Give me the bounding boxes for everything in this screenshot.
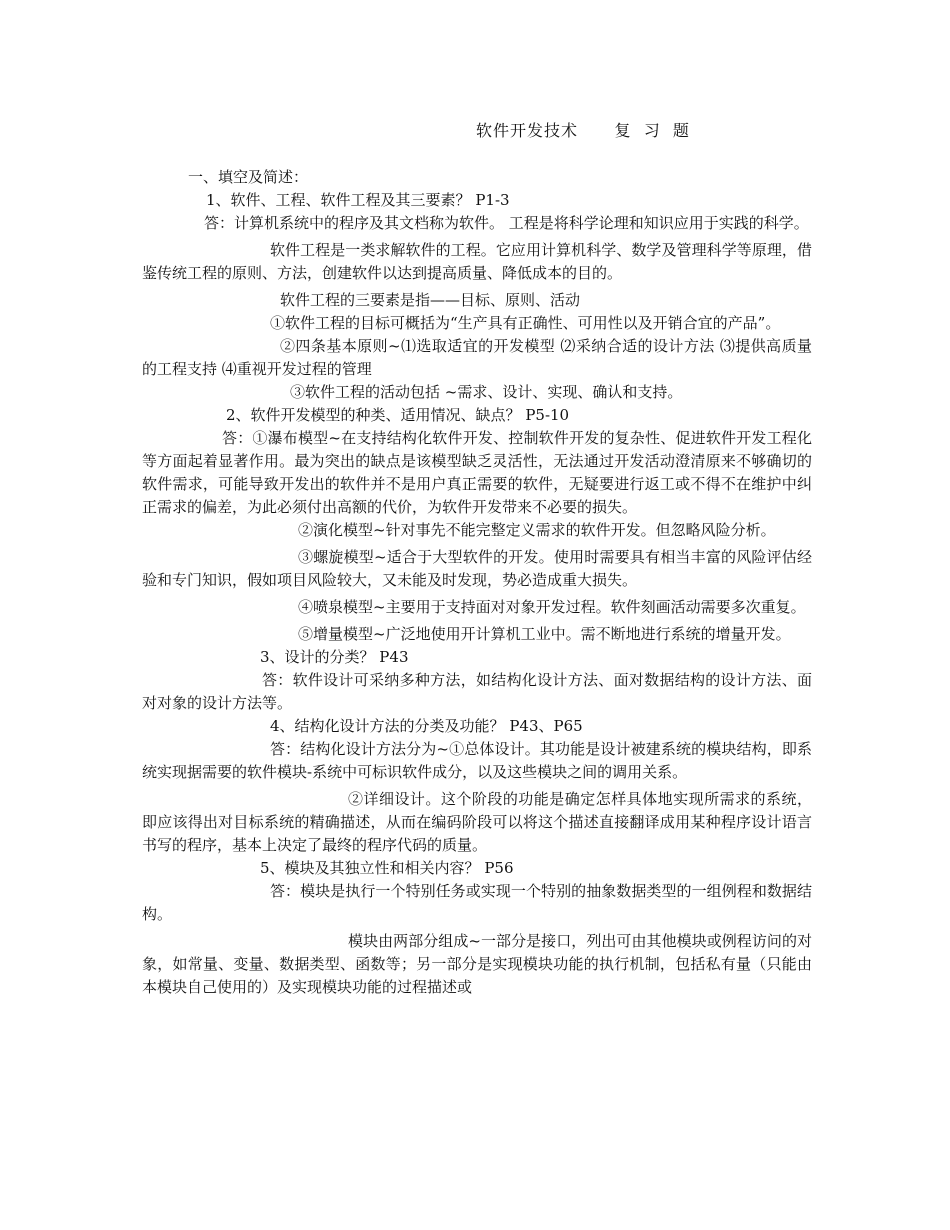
answer-5-module-parts: 模块由两部分组成~一部分是接口，列出可由其他模块或例程访问的对象，如常量、变量、数据类型、函数等；另一部分是实现模块功能的执行机制，包括私有量（只能由本模块自己使用的）及实现模块功能的过程描述或 [142, 932, 812, 996]
answer-1-definition: 答：计算机系统中的程序及其文档称为软件。 工程是将科学论理和知识应用于实践的科学。 [204, 214, 809, 232]
document-body [142, 166, 812, 999]
answer-2-spiral: ③螺旋模型~适合于大型软件的开发。使用时需要具有相当丰富的风险评估经验和专门知识，假如项目风险较大，又未能及时发现，势必造成重大损失。 [142, 548, 812, 589]
answer-5-module-definition: 答：模块是执行一个特别任务或实现一个特别的抽象数据类型的一组例程和数据结构。 [142, 882, 812, 923]
document-title: 软件开发技术 复 习 题 [476, 121, 690, 140]
question-2: 2、软件开发模型的种类、适用情况、缺点？ P5-10 [226, 406, 570, 424]
answer-2-fountain: ④喷泉模型~主要用于支持面对对象开发过程。软件刻画活动需要多次重复。 [298, 598, 806, 616]
answer-2-evolutionary: ②演化模型~针对事先不能完整定义需求的软件开发。但忽略风险分析。 [298, 521, 776, 539]
question-5: 5、模块及其独立性和相关内容？ P56 [260, 859, 514, 877]
answer-1-activities: ③软件工程的活动包括 ~需求、设计、实现、确认和支持。 [290, 383, 683, 401]
question-3: 3、设计的分类？ P43 [260, 648, 409, 666]
answer-4-overall-design: 答：结构化设计方法分为~①总体设计。其功能是设计被建系统的模块结构，即系统实现据需要的软件模块-系统中可标识软件成分，以及这些模块之间的调用关系。 [142, 740, 812, 781]
section-heading: 一、填空及简述： [188, 168, 309, 186]
answer-1-principles: ②四条基本原则~⑴选取适宜的开发模型 ⑵采纳合适的设计方法 ⑶提供高质量的工程支持 ⑷重视开发过程的管理 [142, 337, 812, 378]
answer-4-detailed-design: ②详细设计。这个阶段的功能是确定怎样具体地实现所需求的系统，即应该得出对目标系统的精确描述，从而在编码阶段可以将这个描述直接翻译成用某种程序设计语言书写的程序，基本上决定了最终的程序代码的质量。 [142, 790, 812, 854]
answer-1-three-elements: 软件工程的三要素是指——目标、原则、活动 [280, 291, 581, 309]
answer-1-software-engineering: 软件工程是一类求解软件的工程。它应用计算机科学、数学及管理科学等原理，借鉴传统工程的原则、方法，创建软件以达到提高质量、降低成本的目的。 [142, 241, 812, 282]
question-4: 4、结构化设计方法的分类及功能？ P43、P65 [270, 717, 583, 735]
question-1: 1、软件、工程、软件工程及其三要素？ P1-3 [206, 191, 510, 209]
answer-2-waterfall: 答：①瀑布模型~在支持结构化软件开发、控制软件开发的复杂性、促进软件开发工程化等方面起着显著作用。最为突出的缺点是该模型缺乏灵活性，无法通过开发活动澄清原来不够确切的软件需求，可能导致开发出的软件并不是用户真正需要的软件，无疑要进行返工或不得不在维护中纠正需求的偏差，为此必须付出高额的代价，为软件开发带来不必要的损失。 [142, 429, 812, 516]
answer-1-goal: ①软件工程的目标可概括为“生产具有正确性、可用性以及开销合宜的产品”。 [270, 314, 781, 332]
answer-3: 答：软件设计可采纳多种方法，如结构化设计方法、面对数据结构的设计方法、面对对象的设计方法等。 [142, 671, 812, 712]
answer-2-incremental: ⑤增量模型~广泛地使用开计算机工业中。需不断地进行系统的增量开发。 [298, 625, 791, 643]
